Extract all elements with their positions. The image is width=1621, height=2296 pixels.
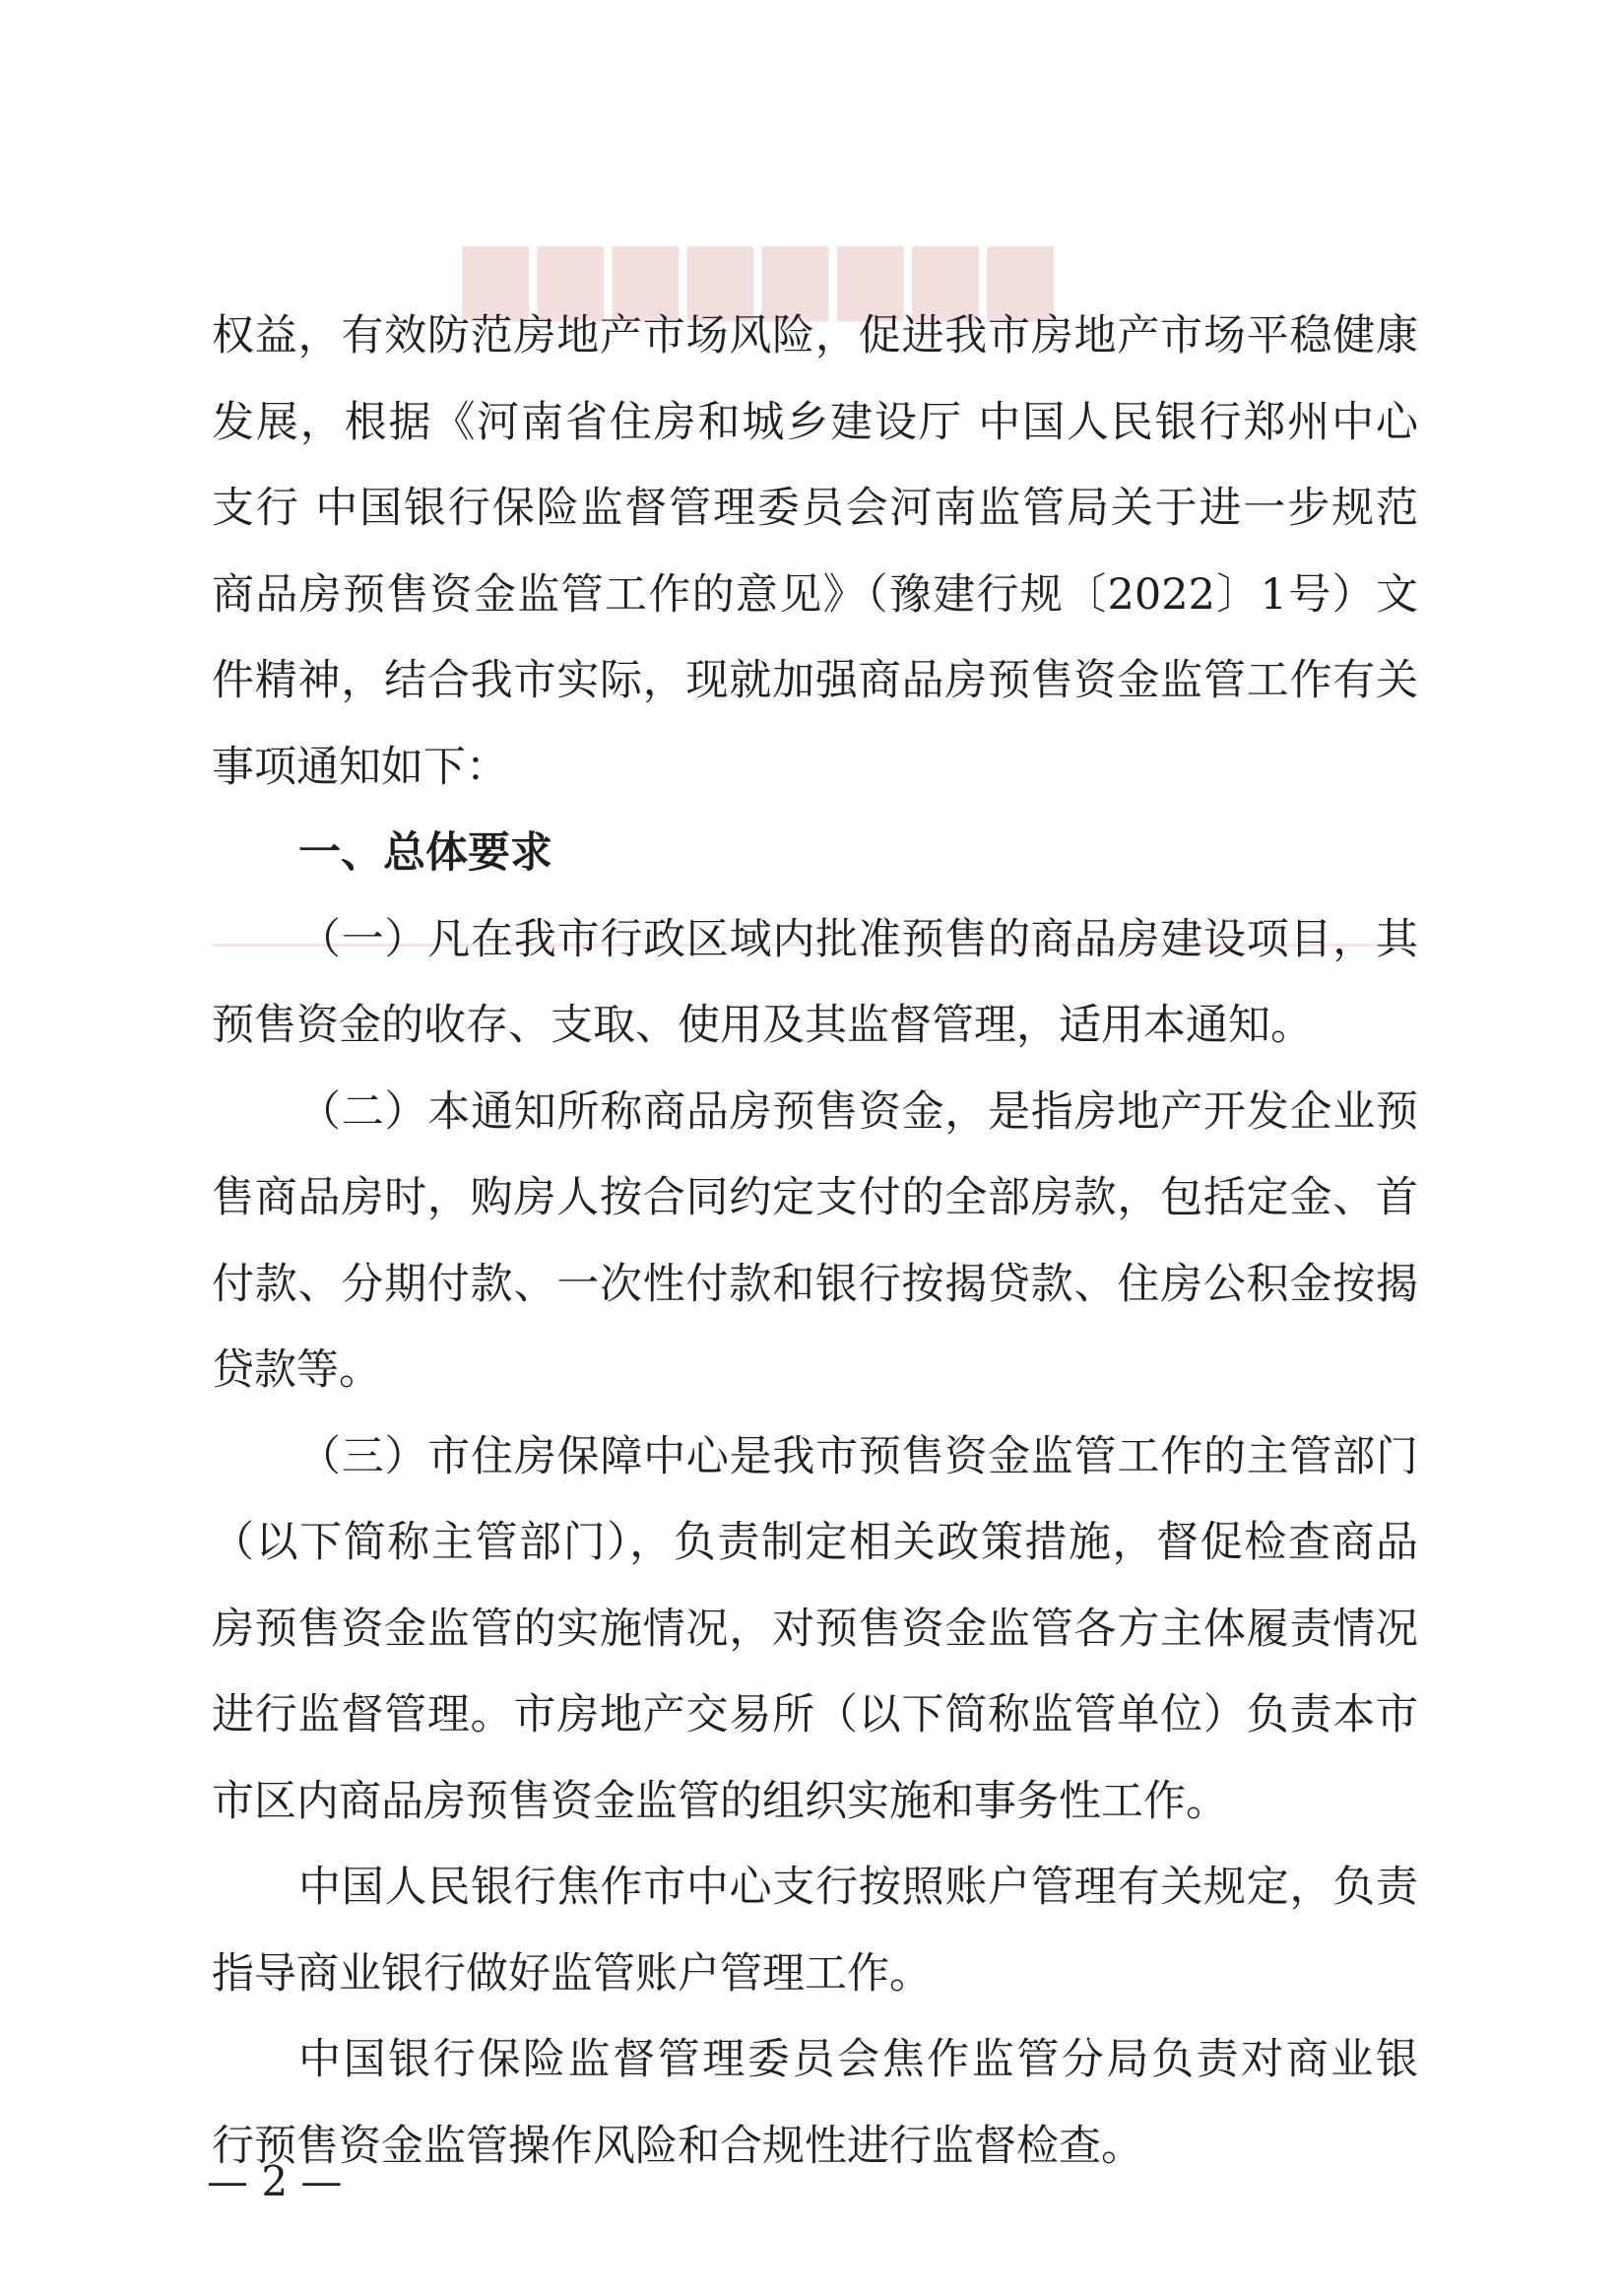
paragraph-first-line: （一）凡在我市行政区域内批准预售的商品房建设项目，其 [298,914,1418,964]
body-line: 支行 中国银行保险监督管理委员会河南监管局关于进一步规范 [212,484,1418,533]
body-line: 事项通知如下： [212,742,508,792]
page-number: — 2 — [207,2157,343,2205]
body-line: 指导商业银行做好监管账户管理工作。 [212,1948,932,1999]
body-line: 行预售资金监管操作风险和合规性进行监督检查。 [212,2121,1143,2171]
body-line: 售商品房时，购房人按合同约定支付的全部房款，包括定金、首 [212,1173,1418,1222]
body-line: 贷款等。 [212,1345,381,1395]
body-line: （以下简称主管部门），负责制定相关政策措施，督促检查商品 [212,1518,1418,1567]
document-body [212,294,1418,2190]
paragraph-first-line: （二）本通知所称商品房预售资金，是指房地产开发企业预 [298,1086,1418,1137]
body-line: 商品房预售资金监管工作的意见》（豫建行规〔2022〕1号）文 [212,569,1418,620]
body-line: 房预售资金监管的实施情况，对预售资金监管各方主体履责情况 [212,1604,1418,1654]
body-line: 进行监督管理。市房地产交易所（以下简称监管单位）负责本市 [212,1690,1418,1739]
body-line: 发展，根据《河南省住房和城乡建设厅 中国人民银行郑州中心 [212,397,1418,447]
section-heading: 一、总体要求 [298,828,552,878]
body-line: 付款、分期付款、一次性付款和银行按揭贷款、住房公积金按揭 [212,1259,1418,1309]
paragraph-first-line: （三）市住房保障中心是我市预售资金监管工作的主管部门 [298,1431,1418,1481]
reverse-side-show-through: ▆▆▆▆▆▆▆▆ [463,222,1064,321]
body-line: 权益，有效防范房地产市场风险，促进我市房地产市场平稳健康 [212,311,1418,361]
paragraph-first-line: 中国人民银行焦作市中心支行按照账户管理有关规定，负责 [298,1863,1418,1912]
body-line: 件精神，结合我市实际，现就加强商品房预售资金监管工作有关 [212,656,1418,705]
body-line: 预售资金的收存、支取、使用及其监督管理，适用本通知。 [212,1001,1313,1050]
body-line: 市区内商品房预售资金监管的组织实施和事务性工作。 [212,1776,1228,1826]
paragraph-first-line: 中国银行保险监督管理委员会焦作监管分局负责对商业银 [298,2035,1418,2084]
